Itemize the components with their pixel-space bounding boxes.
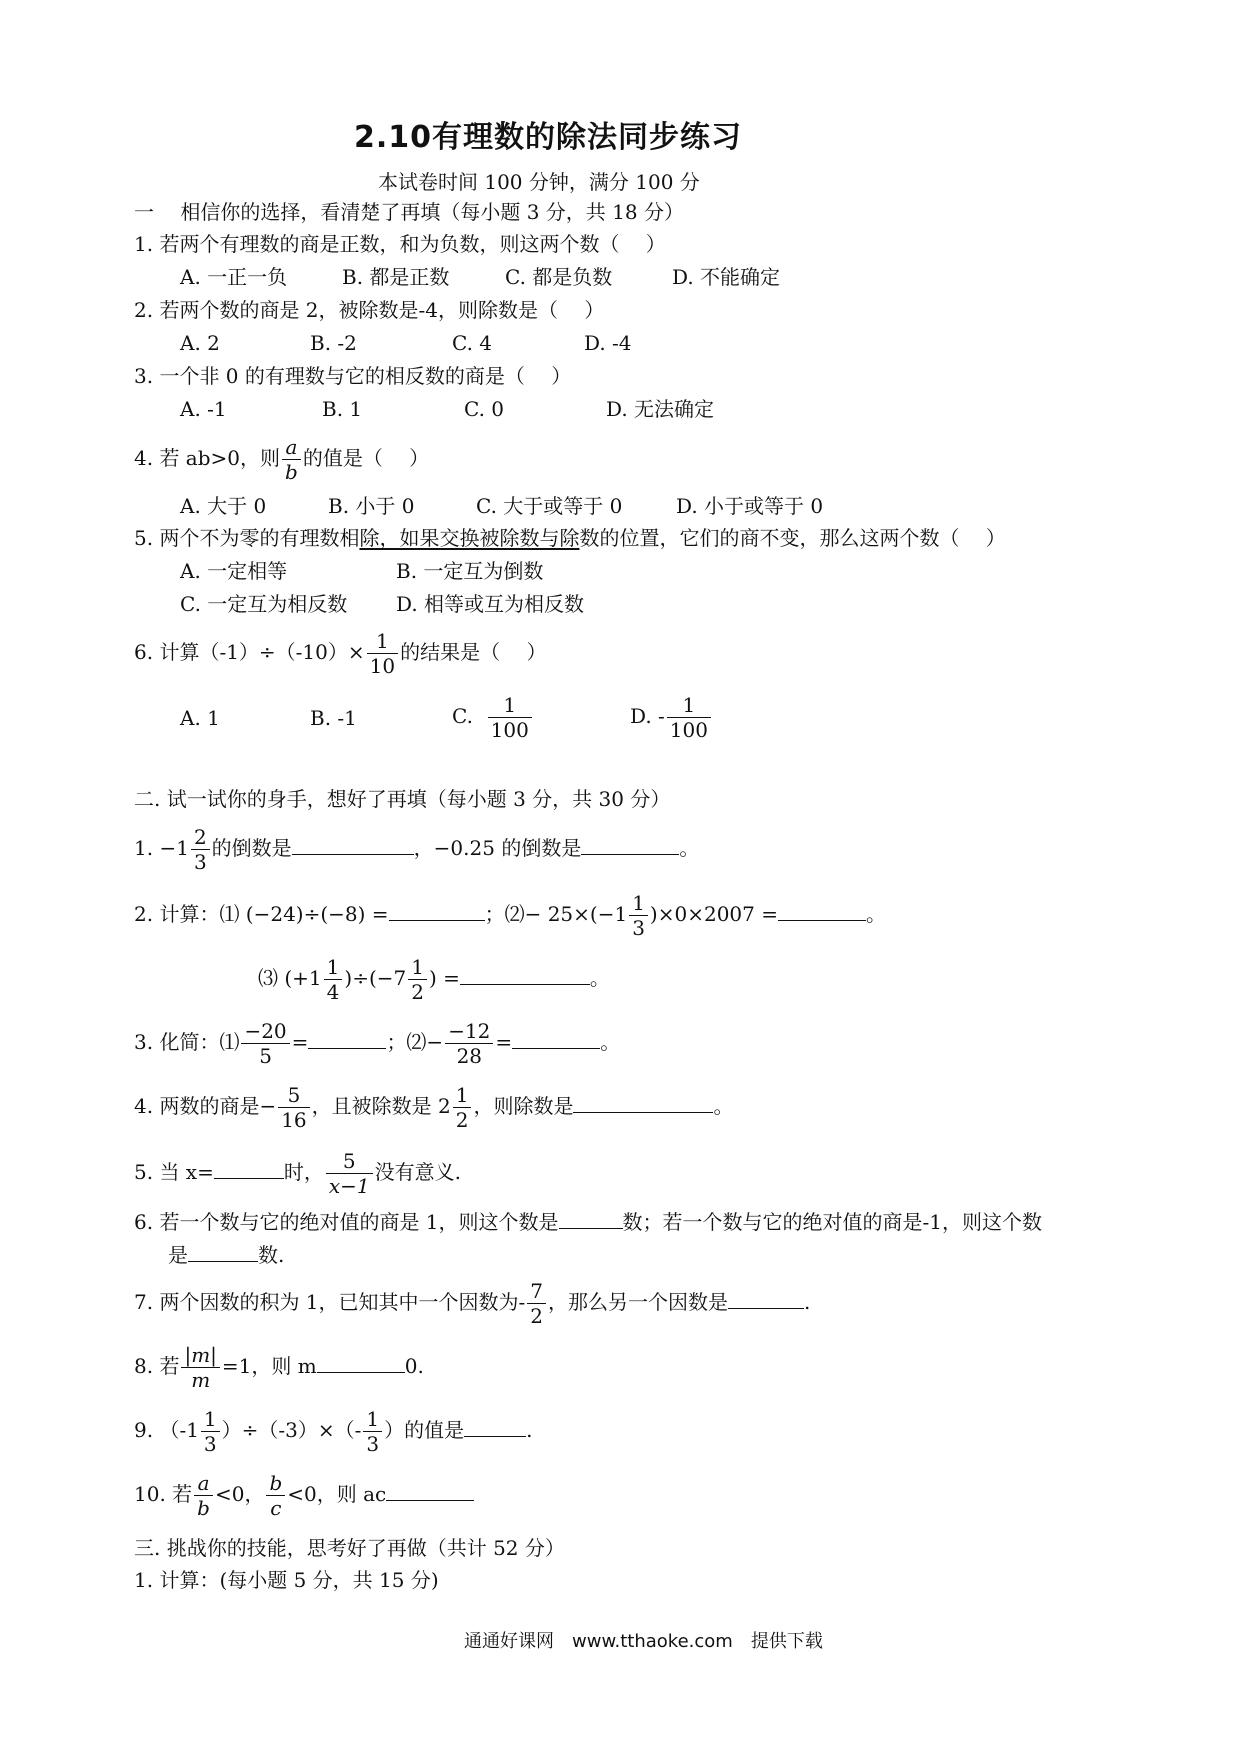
s2-q6-line1 [134, 1208, 1042, 1236]
s1-q6-option-a: A. 1 [180, 706, 220, 730]
fraction-denominator: c [270, 1496, 282, 1520]
q-text: . [526, 1418, 533, 1442]
fraction-denominator: 2 [411, 980, 424, 1004]
q-text: =1，则 m [221, 1354, 317, 1378]
s1-q6-pre: 6. 计算（-1）÷（-10）× [134, 640, 365, 664]
fraction-denominator: 16 [281, 1108, 307, 1132]
s1-q1-option-b: B. 都是正数 [342, 265, 450, 289]
q-text: ，−0.25 的倒数是 [413, 836, 582, 860]
fraction [266, 1471, 285, 1520]
q-text: 6. 若一个数与它的绝对值的商是 1，则这个数是 [134, 1210, 559, 1234]
answer-blank[interactable] [464, 1416, 526, 1437]
option-fraction [488, 693, 532, 742]
option-label: D. - [630, 704, 665, 728]
fraction-denominator: 3 [632, 916, 645, 940]
mixed-fraction [629, 891, 648, 940]
q-text: 数. [258, 1243, 285, 1267]
s1-q6-option-d [630, 690, 713, 742]
s2-q1 [134, 822, 699, 874]
mixed-fraction [201, 1407, 220, 1456]
answer-blank[interactable] [728, 1288, 804, 1309]
s1-q1-option-d: D. 不能确定 [672, 265, 781, 289]
q-text: 的倒数是 [211, 836, 292, 860]
s1-q6-option-c [452, 690, 534, 742]
fraction-numerator: 1 [629, 891, 648, 916]
fraction [527, 1279, 546, 1328]
s1-q5-post: 数的位置，它们的商不变，那么这两个数（ ） [579, 526, 1006, 550]
section1-heading: 一 相信你的选择，看清楚了再填（每小题 3 分，共 18 分） [134, 200, 684, 224]
s2-q4 [134, 1080, 733, 1132]
s1-q5-stem [134, 524, 1006, 552]
q-text: )÷(−7 [344, 966, 407, 990]
s1-q4-option-b: B. 小于 0 [328, 494, 415, 518]
fraction-numerator: 5 [278, 1083, 309, 1108]
s1-q3-option-b: B. 1 [322, 397, 363, 421]
fraction-denominator: 3 [366, 1432, 380, 1456]
q-text: 10. 若 [134, 1482, 193, 1506]
s2-q7 [134, 1276, 810, 1328]
answer-blank[interactable] [214, 1158, 284, 1179]
page-title: 2.10有理数的除法同步练习 [354, 120, 743, 155]
fraction-numerator: a [194, 1471, 213, 1496]
fraction-denominator: 4 [326, 980, 340, 1004]
s1-q2-option-a: A. 2 [180, 331, 220, 355]
answer-blank[interactable] [308, 1028, 386, 1049]
s1-q5-underlined: 除，如果交换被除数与除 [359, 526, 580, 550]
s1-q3-stem: 3. 一个非 0 的有理数与它的相反数的商是（ ） [134, 364, 572, 388]
s1-q3-option-c: C. 0 [464, 397, 505, 421]
s1-q1-option-c: C. 都是负数 [505, 265, 613, 289]
s1-q2-stem: 2. 若两个数的商是 2，被除数是-4，则除数是（ ） [134, 298, 605, 322]
s1-q3-option-a: A. -1 [180, 397, 227, 421]
q-text: ，则除数是 [473, 1094, 574, 1118]
q-text: ；⑵− 25×(−1 [484, 902, 628, 926]
s1-q4-option-a: A. 大于 0 [180, 494, 267, 518]
s1-q3-option-d: D. 无法确定 [606, 397, 715, 421]
s1-q1-option-a: A. 一正一负 [180, 265, 288, 289]
q-text: . [804, 1290, 811, 1314]
s1-q5-pre: 5. 两个不为零的有理数相 [134, 526, 360, 550]
q-text: 数；若一个数与它的绝对值的商是-1，则这个数 [622, 1210, 1043, 1234]
fraction-denominator: 2 [455, 1108, 469, 1132]
fraction-numerator: 1 [363, 1407, 382, 1432]
q-text: <0，则 ac [287, 1482, 387, 1506]
q-text: 时， [283, 1160, 324, 1184]
fraction-numerator: 1 [201, 1407, 220, 1432]
q-text: 。 [679, 836, 700, 860]
s2-q3 [134, 1016, 620, 1068]
s1-q1-stem: 1. 若两个有理数的商是正数，和为负数，则这两个数（ ） [134, 232, 666, 256]
fraction-numerator: 1 [324, 955, 343, 980]
fraction-denominator: 3 [193, 850, 207, 874]
q-text: 。 [600, 1030, 621, 1054]
q-text: = [495, 1030, 513, 1054]
s1-q4-post: 的值是（ ） [302, 446, 430, 470]
s1-q4-stem [134, 432, 429, 484]
q-number: 1. [134, 836, 154, 860]
s3-q1: 1. 计算：(每小题 5 分，共 15 分) [134, 1568, 439, 1592]
q-text: )×0×2007 = [649, 902, 778, 926]
fraction-numerator: 1 [408, 955, 427, 980]
answer-blank[interactable] [292, 834, 414, 855]
fraction-numerator: −20 [241, 1019, 289, 1044]
fraction-numerator: |m| [181, 1343, 219, 1368]
s1-q2-option-b: B. -2 [310, 331, 357, 355]
s1-q4-option-d: D. 小于或等于 0 [676, 494, 824, 518]
answer-blank[interactable] [573, 1092, 713, 1113]
fraction-denominator: 2 [530, 1304, 544, 1328]
section3-heading: 三. 挑战你的技能，思考好了再做（共计 52 分） [134, 1536, 565, 1560]
answer-blank[interactable] [317, 1352, 405, 1373]
q-text: <0， [214, 1482, 265, 1506]
s1-q6-stem [134, 626, 546, 678]
fraction-denominator: 28 [456, 1044, 483, 1068]
fraction-numerator: a [282, 435, 301, 460]
option-label: C. [452, 704, 473, 728]
q-text: 2. 计算：⑴ (−24)÷(−8) = [134, 902, 389, 926]
s1-q6-fraction [367, 629, 398, 678]
fraction [241, 1019, 289, 1068]
s1-q4-option-c: C. 大于或等于 0 [476, 494, 623, 518]
fraction-denominator: b [197, 1496, 210, 1520]
q-text: 0. [404, 1354, 424, 1378]
fraction-numerator: 1 [367, 629, 398, 654]
fraction-denominator: x−1 [328, 1174, 370, 1198]
fraction-numerator: 5 [326, 1149, 373, 1174]
fraction-numerator: b [266, 1471, 285, 1496]
answer-blank[interactable] [460, 964, 590, 985]
fraction [326, 1149, 373, 1198]
q-text: 。 [865, 902, 886, 926]
fraction-denominator: b [285, 460, 298, 484]
q-text: 没有意义. [374, 1160, 461, 1184]
s2-q10 [134, 1468, 474, 1520]
mixed-whole: −1 [159, 836, 189, 860]
fraction [278, 1083, 309, 1132]
mixed-fraction [453, 1083, 472, 1132]
s1-q2-option-d: D. -4 [584, 331, 632, 355]
s1-q4-fraction [282, 435, 301, 484]
q-text: = [291, 1030, 309, 1054]
q-text: 3. 化简：⑴ [134, 1030, 240, 1054]
s2-q9 [134, 1404, 533, 1456]
section2-heading: 二. 试一试你的身手，想好了再填（每小题 3 分，共 30 分） [134, 787, 671, 811]
q-text: ) = [428, 966, 460, 990]
mixed-fraction [408, 955, 427, 1004]
answer-blank[interactable] [386, 1480, 474, 1501]
q-text: 5. 当 x= [134, 1160, 214, 1184]
q-text: ，那么另一个因数是 [548, 1290, 729, 1314]
q-text: 8. 若 [134, 1354, 180, 1378]
fraction [445, 1019, 493, 1068]
fraction-numerator: 7 [527, 1279, 546, 1304]
s1-q6-post: 的结果是（ ） [400, 640, 547, 664]
fraction-denominator: m [191, 1368, 211, 1392]
footer-source: 通通好课网 www.tthaoke.com 提供下载 [464, 1631, 823, 1652]
q-text: ；⑵− [386, 1030, 444, 1054]
fraction-numerator: 1 [453, 1083, 472, 1108]
fraction [181, 1343, 219, 1392]
s1-q5-option-c: C. 一定互为相反数 [180, 592, 348, 616]
s2-q8 [134, 1340, 424, 1392]
s2-q6-line2 [168, 1241, 284, 1269]
answer-blank[interactable] [581, 834, 679, 855]
s1-q4-pre: 4. 若 ab>0，则 [134, 446, 281, 470]
q-text: ）的值是 [384, 1418, 465, 1442]
option-fraction [667, 693, 711, 742]
q-text: ）÷（-3）×（- [221, 1418, 362, 1442]
q-text: ，且被除数是 2 [311, 1094, 451, 1118]
q-text: 9. （-1 [134, 1418, 199, 1442]
exam-info: 本试卷时间 100 分钟，满分 100 分 [378, 170, 700, 194]
q-text: 是 [168, 1243, 188, 1267]
answer-blank[interactable] [559, 1208, 623, 1229]
answer-blank[interactable] [188, 1241, 258, 1262]
q-text: ⑶ (+1 [258, 966, 322, 990]
fraction-numerator: 2 [191, 825, 210, 850]
s2-q2 [134, 888, 886, 940]
answer-blank[interactable] [389, 900, 485, 921]
fraction-denominator: 10 [369, 654, 396, 678]
answer-blank[interactable] [778, 900, 866, 921]
q-text: 。 [713, 1094, 734, 1118]
s1-q5-option-d: D. 相等或互为相反数 [396, 592, 585, 616]
q-text: 。 [589, 966, 610, 990]
fraction [194, 1471, 213, 1520]
mixed-fraction [324, 955, 343, 1004]
q-text: 4. 两数的商是− [134, 1094, 277, 1118]
s1-q6-option-b: B. -1 [310, 706, 357, 730]
mixed-fraction [191, 825, 210, 874]
answer-blank[interactable] [512, 1028, 600, 1049]
fraction-denominator: 100 [669, 718, 708, 742]
fraction-denominator: 5 [259, 1044, 272, 1068]
q-text: 7. 两个因数的积为 1，已知其中一个因数为- [134, 1290, 526, 1314]
s1-q5-option-b: B. 一定互为倒数 [396, 559, 544, 583]
fraction-numerator: 1 [667, 693, 711, 718]
s2-q2-part3 [258, 952, 610, 1004]
fraction-denominator: 100 [490, 718, 529, 742]
fraction-numerator: 1 [488, 693, 532, 718]
fraction [363, 1407, 382, 1456]
fraction-denominator: 3 [203, 1432, 217, 1456]
fraction-numerator: −12 [445, 1019, 493, 1044]
s1-q5-option-a: A. 一定相等 [180, 559, 288, 583]
s2-q5 [134, 1146, 461, 1198]
s1-q2-option-c: C. 4 [452, 331, 493, 355]
